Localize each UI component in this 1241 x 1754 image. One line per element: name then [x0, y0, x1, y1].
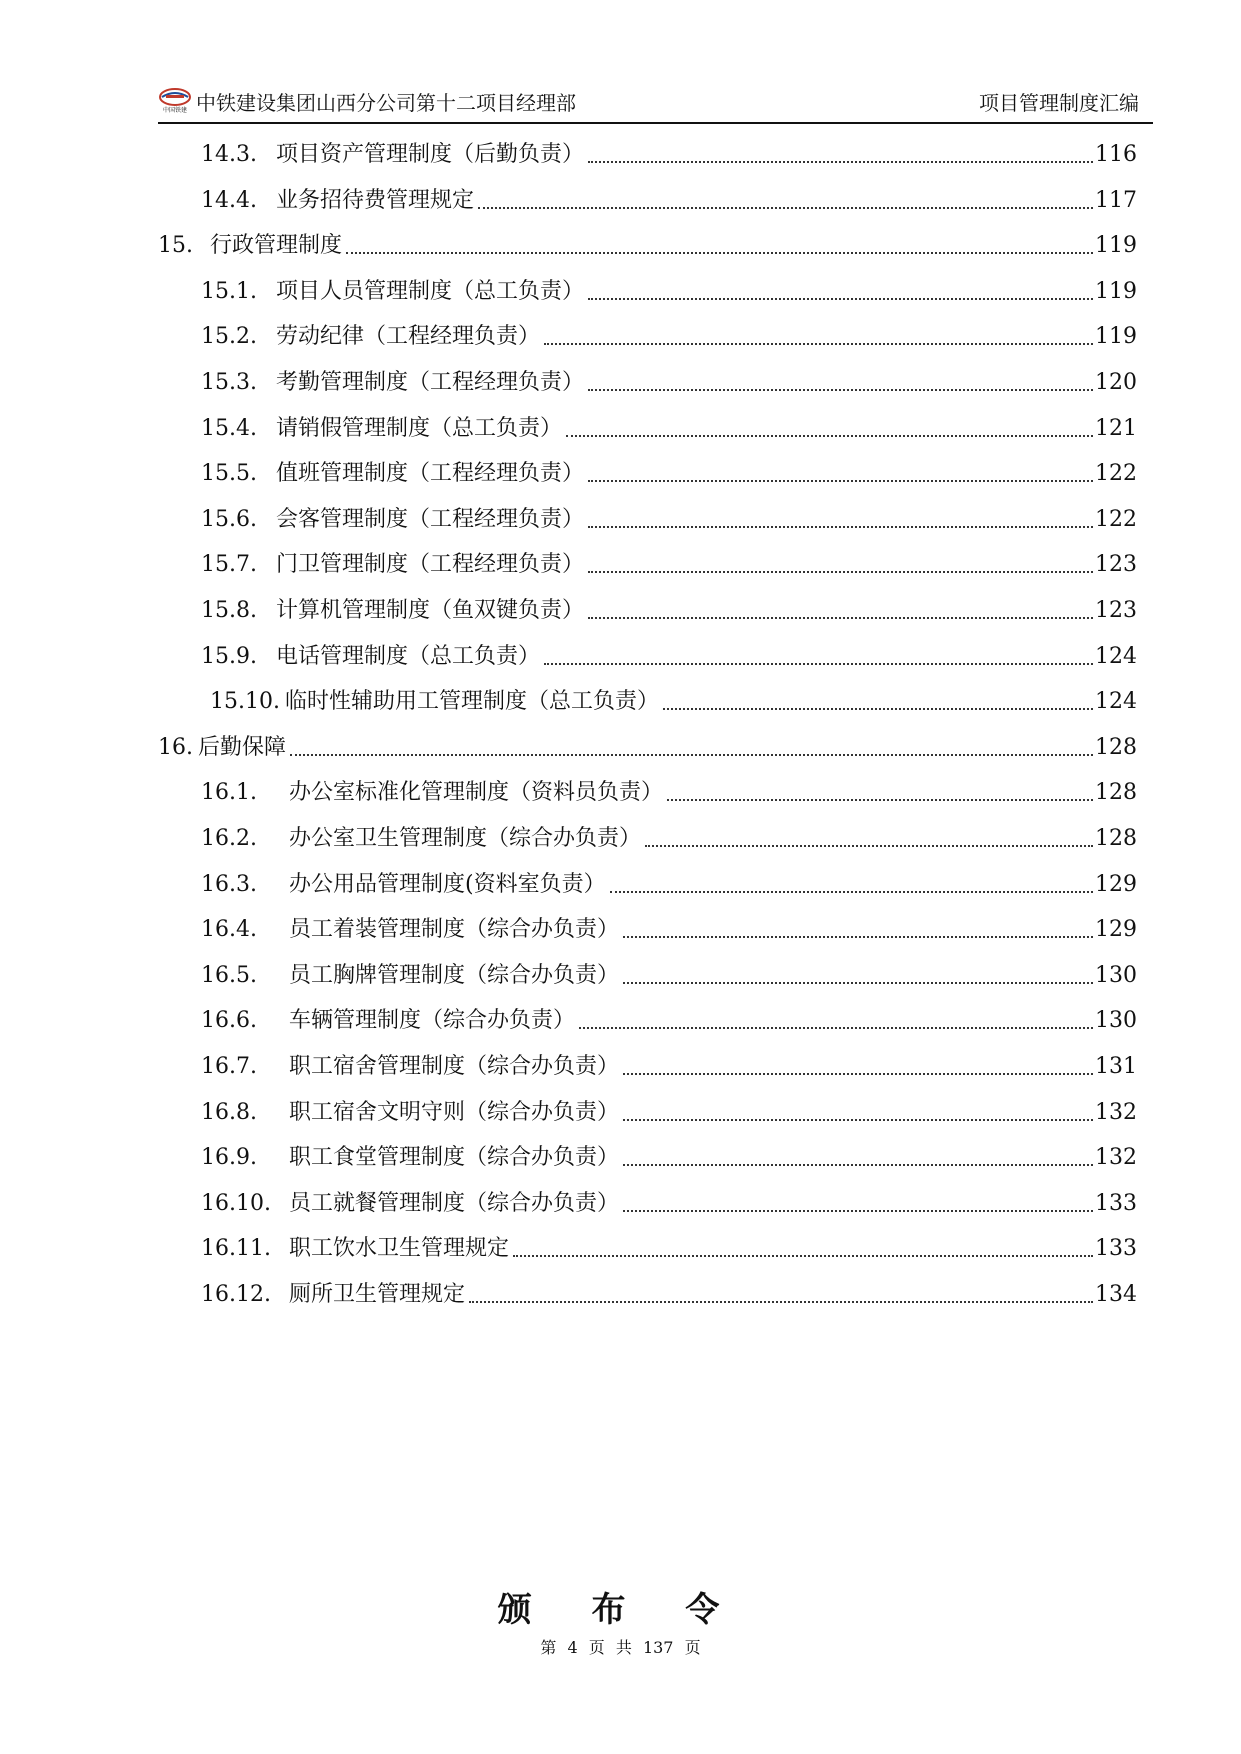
toc-entry-number: 15.9.: [201, 643, 257, 669]
toc-dot-leader: [346, 251, 1093, 254]
toc-entry-number: 14.4.: [201, 187, 257, 213]
toc-entry-page: 117: [1095, 187, 1137, 213]
toc-entry-number: 16.2.: [201, 826, 257, 851]
toc-entry[interactable]: [201, 130, 1137, 170]
toc-entry-title: 职工宿舍管理制度（综合办负责）: [289, 1054, 620, 1079]
document-title: 项目管理制度汇编: [979, 91, 1139, 115]
toc-entry[interactable]: [201, 860, 1137, 900]
toc-entry-title: 计算机管理制度（鱼双键负责）: [276, 598, 585, 623]
toc-entry-title: 职工宿舍文明守则（综合办负责）: [289, 1099, 620, 1125]
toc-entry-number: 16.8.: [201, 1099, 257, 1125]
toc-entry-page: 120: [1095, 370, 1137, 395]
toc-entry-number: 15.10.: [210, 689, 280, 715]
toc-entry-number: 16.3.: [201, 871, 257, 897]
toc-entry-page: 122: [1095, 506, 1137, 532]
footer-title: 颁 布 令: [497, 1590, 744, 1630]
toc-entry-page: 132: [1095, 1099, 1137, 1125]
toc-entry-page: 124: [1095, 643, 1137, 669]
toc-dot-leader: [623, 1163, 1093, 1166]
toc-entry-page: 119: [1095, 233, 1137, 259]
toc-dot-leader: [645, 844, 1093, 847]
toc-entry[interactable]: [201, 905, 1137, 945]
toc-entry[interactable]: [201, 1042, 1137, 1082]
toc-entry-page: 128: [1095, 734, 1137, 760]
toc-entry-title: 考勤管理制度（工程经理负责）: [276, 370, 585, 395]
toc-entry-page: 130: [1095, 962, 1137, 988]
toc-entry-title: 请销假管理制度（总工负责）: [276, 415, 563, 441]
toc-entry[interactable]: [201, 768, 1137, 808]
toc-entry-title: 值班管理制度（工程经理负责）: [276, 461, 585, 487]
toc-entry-number: 16.4.: [201, 917, 257, 943]
toc-entry-page: 130: [1095, 1008, 1137, 1034]
toc-entry-title: 办公室卫生管理制度（综合办负责）: [289, 826, 642, 851]
toc-entry-page: 133: [1095, 1190, 1137, 1216]
toc-entry[interactable]: [201, 632, 1137, 672]
toc-entry-title: 门卫管理制度（工程经理负责）: [276, 552, 585, 578]
toc-entry[interactable]: [201, 1088, 1137, 1128]
toc-entry-number: 15.4.: [201, 415, 257, 441]
toc-entry[interactable]: [201, 586, 1137, 626]
toc-entry-title: 后勤保障: [198, 734, 287, 760]
toc-dot-leader: [667, 798, 1093, 801]
toc-dot-leader: [663, 707, 1093, 710]
toc-dot-leader: [290, 753, 1093, 756]
toc-entry[interactable]: [201, 1179, 1137, 1219]
toc-entry[interactable]: [201, 1270, 1137, 1310]
toc-dot-leader: [623, 1118, 1093, 1121]
toc-dot-leader: [623, 1209, 1093, 1212]
toc-entry[interactable]: [201, 996, 1137, 1036]
toc-entry-title: 项目人员管理制度（总工负责）: [276, 278, 585, 304]
toc-entry-page: 134: [1095, 1282, 1137, 1307]
toc-entry-number: 16.12.: [201, 1282, 271, 1307]
toc-entry-number: 14.3.: [201, 142, 257, 167]
toc-dot-leader: [610, 890, 1093, 893]
toc-entry-title: 项目资产管理制度（后勤负责）: [276, 142, 585, 167]
toc-entry-page: 131: [1095, 1054, 1137, 1079]
logo-text: 中国铁建: [162, 107, 188, 114]
toc-dot-leader: [513, 1254, 1093, 1257]
toc-entry-page: 129: [1095, 871, 1137, 897]
toc-entry-number: 15.6.: [201, 506, 257, 532]
toc-entry-page: 119: [1095, 278, 1137, 304]
toc-entry-number: 15.: [158, 233, 193, 259]
toc-entry-title: 业务招待费管理规定: [276, 187, 475, 213]
page-number: 第 4 页 共 137 页: [540, 1638, 701, 1657]
toc-entry-page: 121: [1095, 415, 1137, 441]
toc-entry[interactable]: [201, 176, 1137, 216]
organization-name: 中铁建设集团山西分公司第十二项目经理部: [196, 91, 576, 115]
toc-entry[interactable]: [201, 358, 1137, 398]
toc-dot-leader: [544, 662, 1093, 665]
toc-entry-title: 员工就餐管理制度（综合办负责）: [289, 1190, 620, 1216]
toc-dot-leader: [588, 388, 1093, 391]
toc-entry-page: 123: [1095, 552, 1137, 578]
toc-entry[interactable]: [201, 540, 1137, 580]
toc-dot-leader: [623, 935, 1093, 938]
toc-entry-title: 厕所卫生管理规定: [289, 1282, 466, 1307]
toc-entry-title: 员工胸牌管理制度（综合办负责）: [289, 962, 620, 988]
toc-entry-number: 16.: [158, 734, 193, 760]
toc-entry[interactable]: [201, 1224, 1137, 1264]
toc-entry-page: 116: [1095, 142, 1137, 167]
toc-entry-number: 15.1.: [201, 278, 257, 304]
toc-entry-number: 15.3.: [201, 370, 257, 395]
toc-entry[interactable]: [201, 449, 1137, 489]
toc-entry[interactable]: [201, 404, 1137, 444]
toc-entry[interactable]: [201, 267, 1137, 307]
toc-entry-number: 16.7.: [201, 1054, 257, 1079]
toc-dot-leader: [588, 525, 1093, 528]
toc-dot-leader: [478, 206, 1093, 209]
toc-entry-page: 122: [1095, 461, 1137, 487]
toc-entry-title: 办公室标准化管理制度（资料员负责）: [289, 780, 664, 806]
toc-entry-title: 临时性辅助用工管理制度（总工负责）: [285, 689, 660, 715]
toc-entry-number: 16.9.: [201, 1145, 257, 1171]
toc-dot-leader: [544, 342, 1093, 345]
toc-dot-leader: [588, 479, 1093, 482]
toc-dot-leader: [623, 1072, 1093, 1075]
toc-entry-number: 16.10.: [201, 1190, 271, 1216]
toc-entry[interactable]: [201, 495, 1137, 535]
company-logo-icon: [158, 88, 192, 116]
toc-entry[interactable]: [201, 1133, 1137, 1173]
toc-entry-title: 电话管理制度（总工负责）: [276, 643, 541, 669]
toc-entry-number: 16.6.: [201, 1008, 257, 1034]
toc-entry-number: 15.7.: [201, 552, 257, 578]
toc-entry-number: 15.5.: [201, 461, 257, 487]
toc-entry-page: 132: [1095, 1145, 1137, 1171]
toc-entry-page: 128: [1095, 780, 1137, 806]
toc-entry[interactable]: [210, 677, 1137, 717]
toc-dot-leader: [579, 1026, 1093, 1029]
toc-entry-title: 办公用品管理制度(资料室负责）: [289, 871, 606, 897]
toc-entry-number: 15.8.: [201, 598, 257, 623]
toc-entry[interactable]: [201, 814, 1137, 854]
toc-entry-page: 123: [1095, 598, 1137, 623]
toc-entry[interactable]: [158, 723, 1137, 763]
toc-entry[interactable]: [201, 951, 1137, 991]
toc-entry-number: 16.1.: [201, 780, 257, 806]
toc-entry-title: 职工饮水卫生管理规定: [289, 1236, 510, 1262]
toc-entry[interactable]: [158, 221, 1137, 261]
toc-entry-title: 会客管理制度（工程经理负责）: [276, 506, 585, 532]
toc-entry-title: 劳动纪律（工程经理负责）: [276, 324, 541, 350]
toc-dot-leader: [566, 434, 1093, 437]
toc-dot-leader: [588, 160, 1093, 163]
toc-entry-title: 员工着装管理制度（综合办负责）: [289, 917, 620, 943]
toc-dot-leader: [588, 616, 1093, 619]
toc-dot-leader: [588, 570, 1093, 573]
toc-entry-title: 车辆管理制度（综合办负责）: [289, 1008, 576, 1034]
page-header: [158, 86, 1153, 124]
toc-dot-leader: [469, 1300, 1093, 1303]
toc-entry-page: 128: [1095, 826, 1137, 851]
toc-entry-page: 129: [1095, 917, 1137, 943]
toc-dot-leader: [623, 981, 1093, 984]
toc-entry-number: 16.5.: [201, 962, 257, 988]
toc-entry-number: 15.2.: [201, 324, 257, 350]
toc-entry-page: 119: [1095, 324, 1137, 350]
toc-dot-leader: [588, 297, 1093, 300]
toc-entry-page: 133: [1095, 1236, 1137, 1262]
toc-entry[interactable]: [201, 312, 1137, 352]
toc-entry-title: 行政管理制度: [210, 233, 343, 259]
toc-entry-number: 16.11.: [201, 1236, 271, 1262]
toc-entry-page: 124: [1095, 689, 1137, 715]
toc-entry-title: 职工食堂管理制度（综合办负责）: [289, 1145, 620, 1171]
